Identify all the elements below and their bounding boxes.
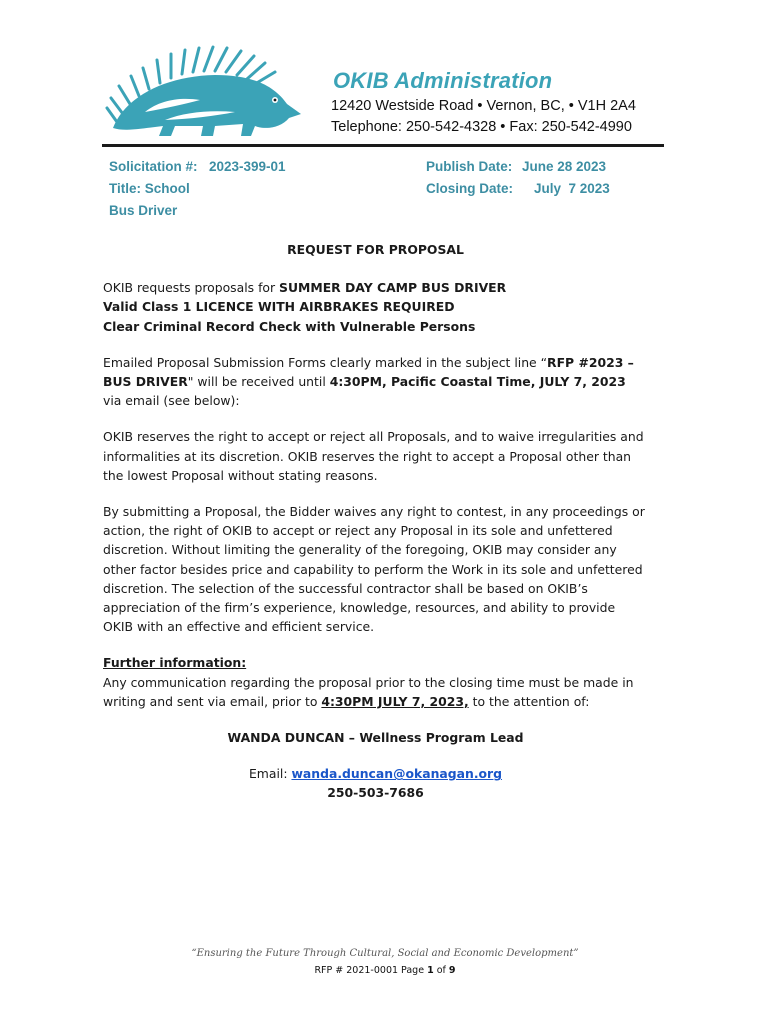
further-text-1: Any communication regarding the proposal prior to the closing time must be made in writing and sent via email, prior to: [103, 674, 634, 709]
title-label: Title: School: [109, 181, 190, 196]
closing-date-value: July 7 2023: [534, 181, 610, 196]
licence-requirement: Valid Class 1 LICENCE WITH AIRBRAKES REQUIRED: [103, 299, 455, 315]
rfp-page-label: RFP # 2021-0001 Page: [314, 965, 428, 976]
submission-text-2: " will be received until: [187, 374, 330, 390]
solicitation-value: 2023-399-01: [209, 159, 286, 174]
document-heading: REQUEST FOR PROPOSAL: [287, 242, 464, 257]
page-info: [0, 965, 770, 976]
further-deadline: 4:30PM JULY 7, 2023,: [321, 693, 469, 709]
email-link[interactable]: wanda.duncan@okanagan.org: [291, 766, 503, 782]
page-total: 9: [448, 965, 456, 976]
intro-text: OKIB requests proposals for: [103, 280, 280, 296]
submission-paragraph: [103, 353, 648, 411]
org-phone: Telephone: 250-542-4328 • Fax: 250-542-4990: [331, 119, 632, 135]
further-text-2: to the attention of:: [468, 693, 590, 709]
submission-deadline: 4:30PM, Pacific Coastal Time, JULY 7, 2023: [329, 374, 626, 390]
org-address: 12420 Westside Road • Vernon, BC, • V1H 2A4: [331, 98, 636, 114]
page-current: 1: [427, 965, 434, 976]
rfp-subject: RFP #2023 – BUS DRIVER: [103, 354, 634, 390]
reserves-paragraph: OKIB reserves the right to accept or reject all Proposals, and to waive irregularities and informalities at its discretion. OKIB reserves the right to accept a Proposal other than the lowest Proposal without stating reasons.: [103, 429, 644, 483]
contact-name: WANDA DUNCAN – Wellness Program Lead: [227, 730, 524, 746]
publish-date-value: June 28 2023: [522, 159, 607, 174]
email-label: Email:: [248, 766, 292, 782]
waiver-paragraph: By submitting a Proposal, the Bidder waives any right to contest, in any proceedings or action, the right of OKIB to accept or reject any Proposal in its sole and unfettered discretion. Without limiting the generality of the foregoing, OKIB may consider any other factor besides price and capability to perform the Work in its sole and unfettered discretion. The selection of the successful contractor shall be based on OKIB’s appreciation of the firm’s experience, knowledge, resources, and ability to provide OKIB with an effective and efficient service.: [103, 504, 645, 635]
submission-text-1: Emailed Proposal Submission Forms clearly marked in the subject line “: [103, 354, 548, 370]
org-title: OKIB Administration: [333, 68, 553, 93]
further-information-heading: Further information:: [103, 655, 247, 671]
closing-date-label: Closing Date:: [426, 181, 514, 196]
contact-details: [103, 764, 648, 802]
page-of: of: [433, 965, 449, 976]
solicitation-info: [109, 156, 286, 222]
position-title: SUMMER DAY CAMP BUS DRIVER: [279, 280, 507, 296]
contact-phone: 250-503-7686: [327, 785, 424, 801]
further-information-paragraph: [103, 653, 648, 711]
proposal-body: [103, 240, 648, 820]
footer-tagline: “Ensuring the Future Through Cultural, Social and Economic Development”: [191, 948, 579, 959]
criminal-check-requirement: Clear Criminal Record Check with Vulnerable Persons: [103, 318, 476, 334]
porcupine-logo-icon: [105, 42, 310, 142]
title-value: Bus Driver: [109, 203, 178, 218]
requirements-paragraph: [103, 278, 648, 336]
solicitation-label: Solicitation #:: [109, 159, 198, 174]
publish-date-label: Publish Date:: [426, 159, 513, 174]
submission-text-3: via email (see below):: [103, 393, 240, 409]
header-divider: [102, 144, 664, 147]
dates-info: [426, 156, 610, 200]
